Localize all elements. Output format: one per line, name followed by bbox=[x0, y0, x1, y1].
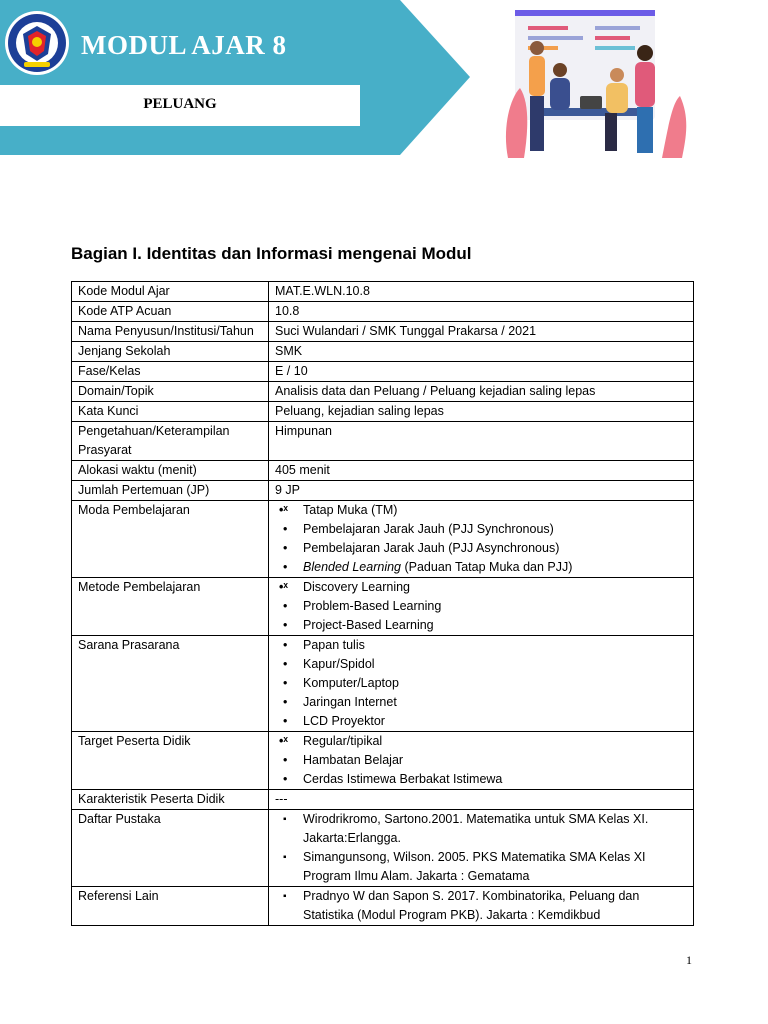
list-item: • Pembelajaran Jarak Jauh (PJJ Synchronous) bbox=[275, 520, 687, 539]
row-value: 405 menit bbox=[269, 461, 694, 481]
blended-learning-note: (Paduan Tatap Muka dan PJJ) bbox=[401, 560, 573, 574]
team-meeting-illustration bbox=[500, 8, 690, 158]
row-label: Target Peserta Didik bbox=[72, 732, 269, 790]
target-list bbox=[275, 732, 687, 789]
row-value: 9 JP bbox=[269, 481, 694, 501]
row-label: Alokasi waktu (menit) bbox=[72, 461, 269, 481]
row-label: Metode Pembelajaran bbox=[72, 578, 269, 636]
row-value: Himpunan bbox=[269, 422, 694, 461]
table-row-moda bbox=[72, 501, 694, 578]
moda-list bbox=[275, 501, 687, 577]
table-row bbox=[72, 282, 694, 302]
list-item: • Jaringan Internet bbox=[275, 693, 687, 712]
list-item: • Cerdas Istimewa Berbakat Istimewa bbox=[275, 770, 687, 789]
table-row-metode bbox=[72, 578, 694, 636]
row-label: Daftar Pustaka bbox=[72, 810, 269, 887]
module-subtitle: PELUANG bbox=[143, 96, 217, 112]
list-item: • Kapur/Spidol bbox=[275, 655, 687, 674]
table-row-target bbox=[72, 732, 694, 790]
row-label: Domain/Topik bbox=[72, 382, 269, 402]
row-label: Nama Penyusun/Institusi/Tahun bbox=[72, 322, 269, 342]
row-value: MAT.E.WLN.10.8 bbox=[269, 282, 694, 302]
row-label: Sarana Prasarana bbox=[72, 636, 269, 732]
row-label: Jenjang Sekolah bbox=[72, 342, 269, 362]
section-heading: Bagian I. Identitas dan Informasi mengenai Modul bbox=[71, 244, 472, 263]
module-title: MODUL AJAR 8 bbox=[81, 30, 287, 60]
list-item: • LCD Proyektor bbox=[275, 712, 687, 731]
list-item: • Problem-Based Learning bbox=[275, 597, 687, 616]
row-value: SMK bbox=[269, 342, 694, 362]
list-item: • Papan tulis bbox=[275, 636, 687, 655]
row-label: Pengetahuan/Keterampilan Prasyarat bbox=[72, 422, 269, 461]
table-row bbox=[72, 362, 694, 382]
referensi-list bbox=[275, 887, 687, 925]
row-value: Peluang, kejadian saling lepas bbox=[269, 402, 694, 422]
row-value: E / 10 bbox=[269, 362, 694, 382]
row-label: Kode Modul Ajar bbox=[72, 282, 269, 302]
table-row bbox=[72, 402, 694, 422]
table-row bbox=[72, 302, 694, 322]
reference-item: ▪ Simangunsong, Wilson. 2005. PKS Matematika SMA Kelas XI Program Ilmu Alam. Jakarta : Gematama bbox=[275, 848, 687, 886]
table-row-referensi bbox=[72, 887, 694, 926]
list-item bbox=[275, 558, 687, 577]
row-label: Karakteristik Peserta Didik bbox=[72, 790, 269, 810]
table-row bbox=[72, 342, 694, 362]
page-number: 1 bbox=[686, 953, 692, 967]
table-row-sarana bbox=[72, 636, 694, 732]
list-item-checked: •ˣ Tatap Muka (TM) bbox=[275, 501, 687, 520]
list-item-checked: •ˣ Regular/tipikal bbox=[275, 732, 687, 751]
list-item: • Pembelajaran Jarak Jauh (PJJ Asynchronous) bbox=[275, 539, 687, 558]
reference-item: ▪ Pradnyo W dan Sapon S. 2017. Kombinatorika, Peluang dan Statistika (Modul Program PKB). Jakarta : Kemdikbud bbox=[275, 887, 687, 925]
row-label: Fase/Kelas bbox=[72, 362, 269, 382]
row-label: Moda Pembelajaran bbox=[72, 501, 269, 578]
list-item: • Hambatan Belajar bbox=[275, 751, 687, 770]
table-row bbox=[72, 481, 694, 501]
list-item: • Komputer/Laptop bbox=[275, 674, 687, 693]
table-row bbox=[72, 322, 694, 342]
sarana-list bbox=[275, 636, 687, 731]
table-row bbox=[72, 382, 694, 402]
row-value: Suci Wulandari / SMK Tunggal Prakarsa / 2021 bbox=[269, 322, 694, 342]
pustaka-list bbox=[275, 810, 687, 886]
table-row-pustaka bbox=[72, 810, 694, 887]
table-row bbox=[72, 461, 694, 481]
row-label: Kata Kunci bbox=[72, 402, 269, 422]
row-label: Kode ATP Acuan bbox=[72, 302, 269, 322]
table-row-karakteristik bbox=[72, 790, 694, 810]
blended-learning-emphasis: Blended Learning bbox=[303, 560, 401, 574]
list-item-checked: •ˣ Discovery Learning bbox=[275, 578, 687, 597]
reference-item: ▪ Wirodrikromo, Sartono.2001. Matematika untuk SMA Kelas XI. Jakarta:Erlangga. bbox=[275, 810, 687, 848]
row-label: Jumlah Pertemuan (JP) bbox=[72, 481, 269, 501]
list-item: • Project-Based Learning bbox=[275, 616, 687, 635]
module-info-table bbox=[71, 281, 694, 926]
row-value: 10.8 bbox=[269, 302, 694, 322]
header-banner bbox=[0, 0, 470, 155]
table-row bbox=[72, 422, 694, 461]
row-value: --- bbox=[269, 790, 694, 810]
row-label: Referensi Lain bbox=[72, 887, 269, 926]
metode-list bbox=[275, 578, 687, 635]
institution-logo bbox=[4, 10, 70, 76]
row-value: Analisis data dan Peluang / Peluang kejadian saling lepas bbox=[269, 382, 694, 402]
